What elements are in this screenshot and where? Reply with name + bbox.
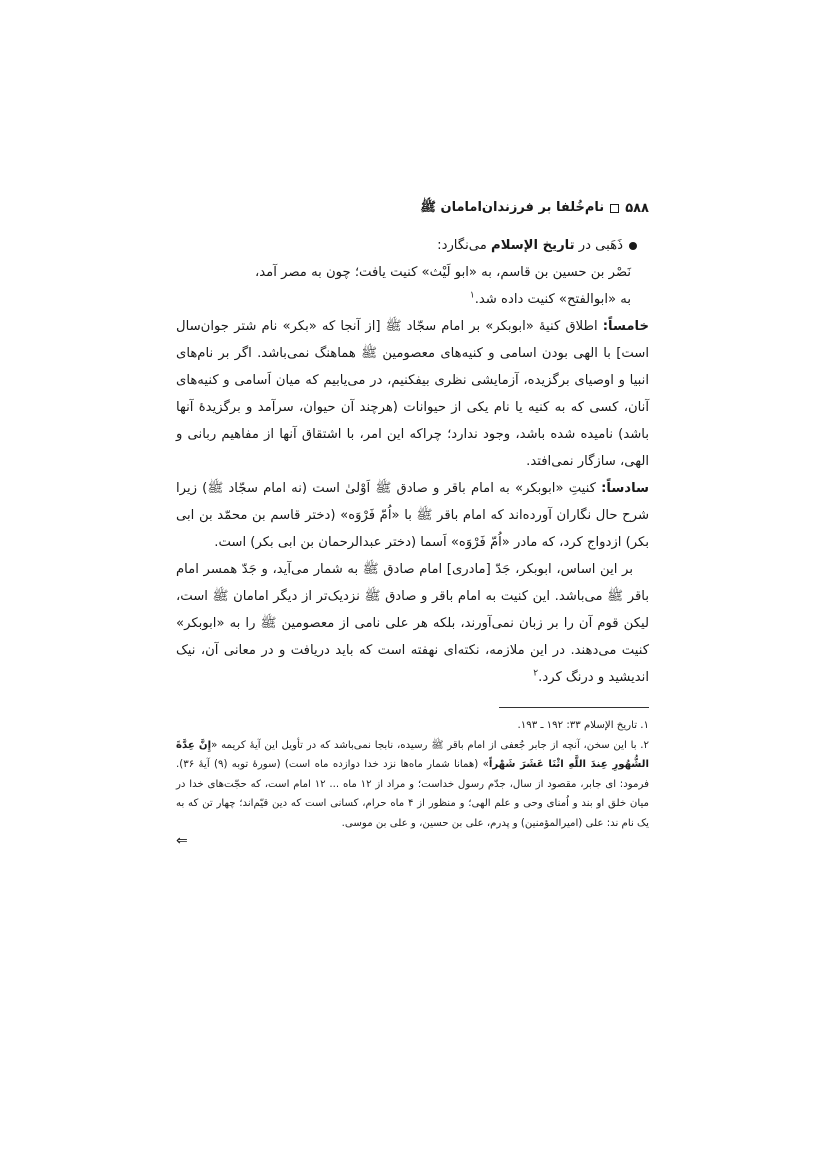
intro-line bbox=[176, 232, 649, 259]
body-text bbox=[176, 232, 649, 691]
running-title: نام‌خُلفا بر فرزندان‌امامان ﷺ bbox=[420, 199, 605, 215]
intro-suffix: می‌نگارد: bbox=[437, 238, 492, 253]
quote-line-1: نَصْر بن حسین بن قاسم، به «ابو لَیْث» کنیت یافت؛ چون به مصر آمد، bbox=[255, 265, 631, 280]
paragraph-sadisan bbox=[176, 475, 649, 556]
bullet-dot-icon bbox=[629, 242, 637, 250]
footnote-2-start: ۲. با این سخن، آنچه از جابر جُعفی از امام باقر ﷺ رسیده، نابجا نمی‌باشد که در تأویل این آیهٔ کریمه « bbox=[211, 739, 649, 751]
footnote-2 bbox=[176, 736, 649, 834]
sadisan-text: کنیتِ «ابوبکر» به امام باقر و صادق ﷺ اَوْلیٰ است (نه امام سجّاد ﷺ) زیرا شرح حال نگاران آورده‌اند که امام باقر ﷺ با «اُمّ فَرْوَه» (دختر قاسم بن محمّد بن ابی بکر) ازدواج کرد، که مادر «اُمّ فَرْوَه» اَسما (دختر عبدالرحمان بن ابی بکر) است. bbox=[176, 481, 649, 550]
quote-line-2-text: به «ابوالفتح» کنیت داده شد. bbox=[474, 292, 631, 307]
running-header bbox=[176, 196, 649, 220]
intro-prefix: ذَهَبی در bbox=[574, 238, 623, 253]
intro-book-title: تاریخ الإسلام bbox=[491, 238, 575, 253]
khamisan-label: خامساً: bbox=[602, 319, 649, 334]
footnote-divider bbox=[499, 707, 649, 708]
footnote-2-quran: إِنَّ عِدَّةَ الشُّهُورِ عِندَ اللَّهِ اثْنَا عَشَرَ شَهْراً bbox=[176, 739, 649, 770]
page-number: ۵۸۸ bbox=[625, 200, 649, 216]
footnote-2-rest: » (همانا شمار ماه‌ها نزد خدا دوازده ماه است) (سورهٔ توبه (۹) آیهٔ ۳۶). فرمود: ای جابر، مقصود از سال، جدّم رسول خداست؛ و مراد از ۱۲ ماه ... ۱۲ امام است، که حجّت‌های خدا در میان خلق او بند و اُمنای وحی و علم الهی؛ و منظور از ۴ ماه حرام، کسانی است که دین قیّم‌اند؛ چهار تن که به یک نام ند: علی (امیرالمؤمنین) و پدرم، علی بن حسین، و علی بن موسی. bbox=[176, 759, 649, 829]
paragraph-conclusion bbox=[176, 556, 649, 691]
footnote-ref-2: ۲ bbox=[533, 668, 539, 679]
footnote-1: ۱. تاریخ الإسلام ۳۳: ۱۹۲ ـ ۱۹۳. bbox=[517, 720, 649, 731]
square-box-icon bbox=[610, 204, 619, 213]
footnotes bbox=[176, 716, 649, 849]
sadisan-label: سادساً: bbox=[601, 481, 649, 496]
quote-line-2 bbox=[176, 286, 649, 313]
continuation-arrow-icon: ⇐ bbox=[176, 833, 188, 849]
footnote-ref-1: ۱ bbox=[469, 290, 475, 301]
book-page bbox=[176, 196, 649, 849]
paragraph-khamisan bbox=[176, 313, 649, 475]
khamisan-text: اطلاق کنیهٔ «ابوبکر» بر امام سجّاد ﷺ [از آنجا که «بکر» نام شتر جوان‌سال است] با الهی بودن اسامی و کنیه‌های معصومین ﷺ هماهنگ نمی‌باشد. اگر بر نام‌های انبیا و اوصیای برگزیده، آزمایشی نظری بیفکنیم، در می‌یابیم که میان اَسامی و کنیه‌های آنان، کسی که به کنیه یا نام یکی از حیوانات (هرچند آن حیوان، سرآمد و برگزیدهٔ آنها باشد) نامیده شده باشد، وجود ندارد؛ چراکه این امر، با اشتقاق آنها از مفاهیم ربانی و الهی، سازگار نمی‌افتد. bbox=[176, 319, 649, 469]
conclusion-text: بر این اساس، ابوبکر، جَدّ [مادری] امام صادق ﷺ به شمار می‌آید، و جَدّ همسر امام باقر ﷺ می‌باشد. این کنیت به امام باقر و صادق ﷺ نزدیک‌تر از دیگر امامان ﷺ است، لیکن قوم آن را بر زبان نمی‌آورند، بلکه هر علی نامی از معصومین ﷺ را به «ابوبکر» کنیت می‌دهند. در این ملازمه، نکته‌ای نهفته است که باید دریافت و در معانی آن، نیک اندیشید و درنگ کرد. bbox=[176, 562, 649, 685]
